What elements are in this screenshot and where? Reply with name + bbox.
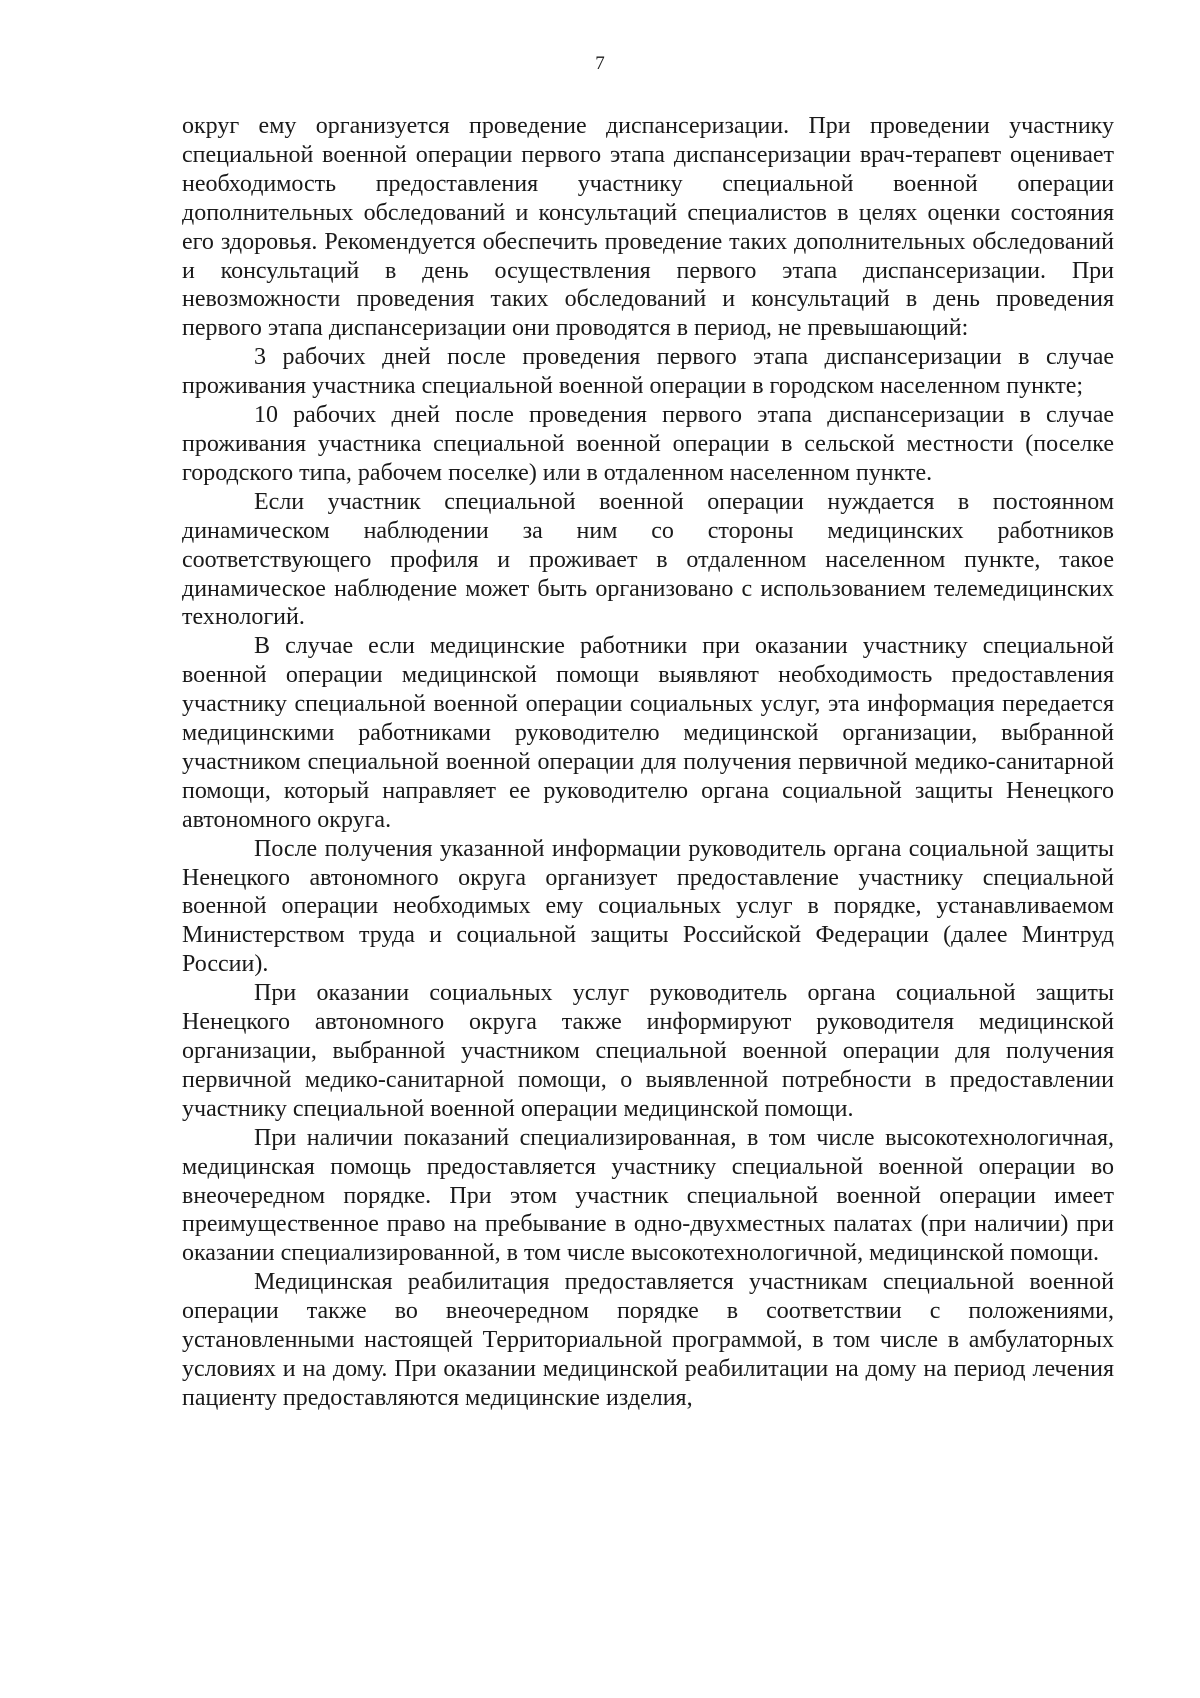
paragraph: В случае если медицинские работники при оказании участнику специальной военной операции медицинской помощи выявляют необходимость предоставления участнику специальной военной операции социальных услуг, эта информация передается медицинскими работниками руководителю медицинской организации, выбранной участником специальной военной операции для получения первичной медико-санитарной помощи, который направляет ее руководителю органа социальной защиты Ненецкого автономного округа. bbox=[182, 633, 1114, 833]
paragraph: Если участник специальной военной операции нуждается в постоянном динамическом наблюдении за ним со стороны медицинских работников соответствующего профиля и проживает в отдаленном населенном пункте, такое динамическое наблюдение может быть организовано с использованием телемедицинских технологий. bbox=[182, 488, 1114, 631]
paragraph: При оказании социальных услуг руководитель органа социальной защиты Ненецкого автономного округа также информируют руководителя медицинской организации, выбранной участником специальной военной операции для получения первичной медико-санитарной помощи, о выявленной потребности в предоставлении участнику специальной военной операции медицинской помощи. bbox=[182, 980, 1114, 1122]
paragraph: Медицинская реабилитация предоставляется участникам специальной военной операции также во внеочередном порядке в соответствии с положениями, установленными настоящей Территориальной программой, в том числе в амбулаторных условиях и на дому. При оказании медицинской реабилитации на дому на период лечения пациенту предоставляются медицинские изделия, bbox=[182, 1269, 1114, 1411]
paragraph: 3 рабочих дней после проведения первого этапа диспансеризации в случае проживания участника специальной военной операции в городском населенном пункте; bbox=[182, 344, 1114, 400]
page-number: 7 bbox=[595, 53, 605, 74]
paragraph: После получения указанной информации руководитель органа социальной защиты Ненецкого автономного округа организует предоставление участнику специальной военной операции необходимых ему социальных услуг в порядке, устанавливаемом Министерством труда и социальной защиты Российской Федерации (далее Минтруд России). bbox=[182, 835, 1114, 978]
paragraph: При наличии показаний специализированная, в том числе высокотехнологичная, медицинская помощь предоставляется участнику специальной военной операции во внеочередном порядке. При этом участник специальной военной операции имеет преимущественное право на пребывание в одно-двухместных палатах (при наличии) при оказании специализированной, в том числе высокотехнологичной, медицинской помощи. bbox=[182, 1124, 1114, 1267]
paragraph: 10 рабочих дней после проведения первого этапа диспансеризации в случае проживания участника специальной военной операции в сельской местности (поселке городского типа, рабочем поселке) или в отдаленном населенном пункте. bbox=[182, 402, 1114, 486]
paragraph: округ ему организуется проведение диспансеризации. При проведении участнику специальной военной операции первого этапа диспансеризации врач-терапевт оценивает необходимость предоставления участнику специальной военной операции дополнительных обследований и консультаций специалистов в целях оценки состояния его здоровья. Рекомендуется обеспечить проведение таких дополнительных обследований и консультаций в день осуществления первого этапа диспансеризации. При невозможности проведения таких обследований и консультаций в день проведения первого этапа диспансеризации они проводятся в период, не превышающий: bbox=[182, 113, 1114, 342]
document-body bbox=[182, 112, 1114, 1413]
